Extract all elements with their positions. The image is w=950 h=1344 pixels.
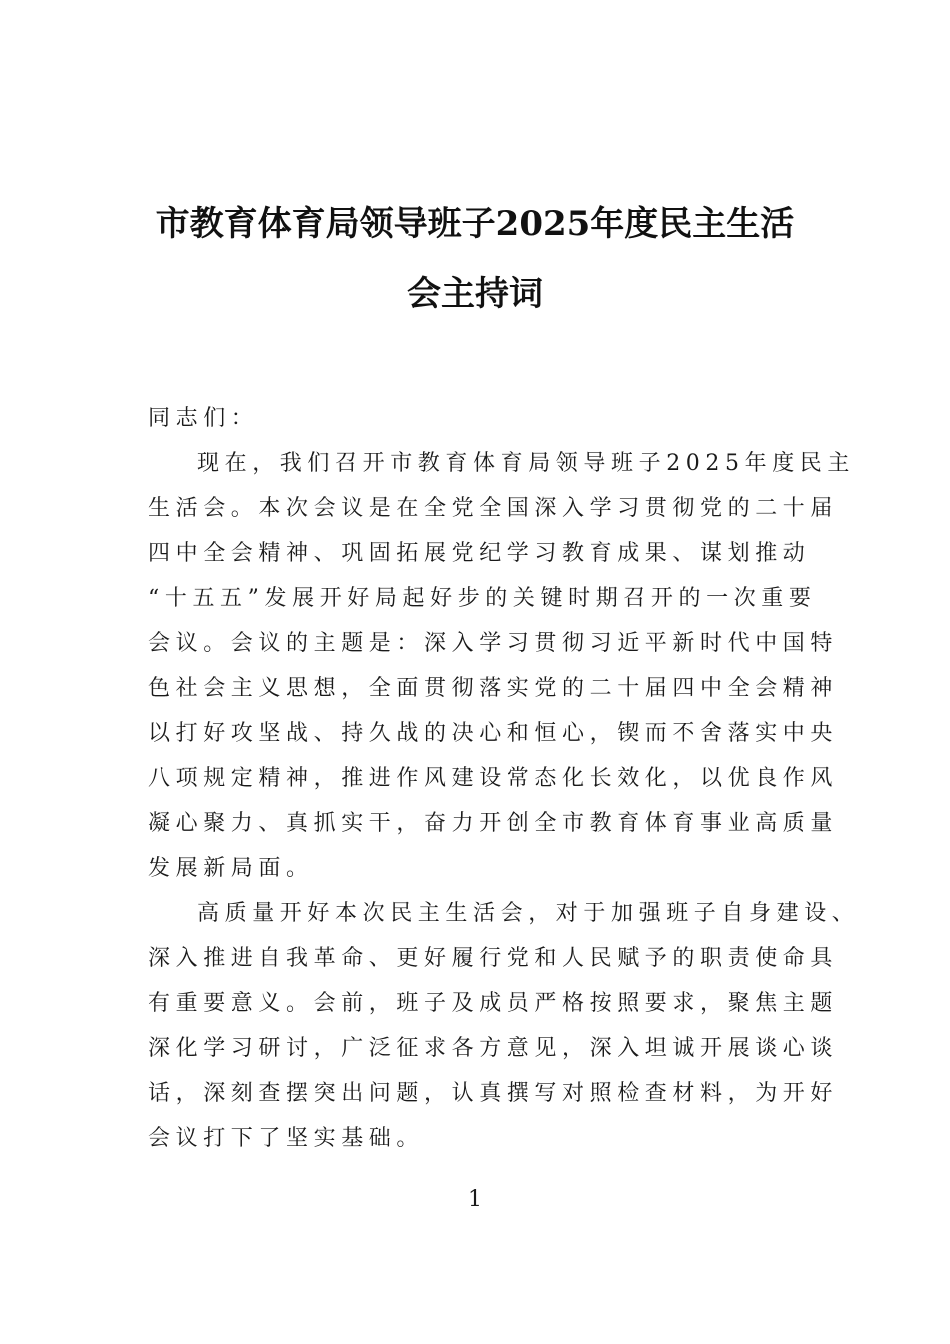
paragraph-line: 发展新局面。 [148, 856, 314, 881]
paragraph-line: 会议打下了坚实基础。 [148, 1126, 425, 1151]
paragraph-line: 深化学习研讨，广泛征求各方意见，深入坦诚开展谈心谈 [148, 1036, 839, 1061]
paragraph-line: 八项规定精神，推进作风建设常态化长效化，以优良作风 [148, 766, 839, 791]
paragraph-line: 现在，我们召开市教育体育局领导班子2025年度民主 [197, 451, 855, 476]
paragraph-line: 生活会。本次会议是在全党全国深入学习贯彻党的二十届 [148, 496, 839, 521]
paragraph-line: 会议。会议的主题是：深入学习贯彻习近平新时代中国特 [148, 631, 839, 656]
paragraph-line: 凝心聚力、真抓实干，奋力开创全市教育体育事业高质量 [148, 811, 839, 836]
page-number: 1 [468, 1187, 482, 1212]
paragraph-line: 话，深刻查摆突出问题，认真撰写对照检查材料，为开好 [148, 1081, 839, 1106]
paragraph-line: 高质量开好本次民主生活会，对于加强班子自身建设、 [197, 901, 860, 926]
document-title-line-2: 会主持词 [407, 274, 543, 314]
paragraph-line: 四中全会精神、巩固拓展党纪学习教育成果、谋划推动 [148, 541, 811, 566]
salutation: 同志们： [148, 406, 259, 431]
document-title-line-1: 市教育体育局领导班子2025年度民主生活 [155, 204, 795, 244]
paragraph-line: 有重要意义。会前，班子及成员严格按照要求，聚焦主题 [148, 991, 839, 1016]
paragraph-line: 以打好攻坚战、持久战的决心和恒心，锲而不舍落实中央 [148, 721, 839, 746]
paragraph-line: “十五五”发展开好局起好步的关键时期召开的一次重要 [148, 586, 817, 611]
paragraph-line: 色社会主义思想，全面贯彻落实党的二十届四中全会精神 [148, 676, 839, 701]
paragraph-line: 深入推进自我革命、更好履行党和人民赋予的职责使命具 [148, 946, 839, 971]
